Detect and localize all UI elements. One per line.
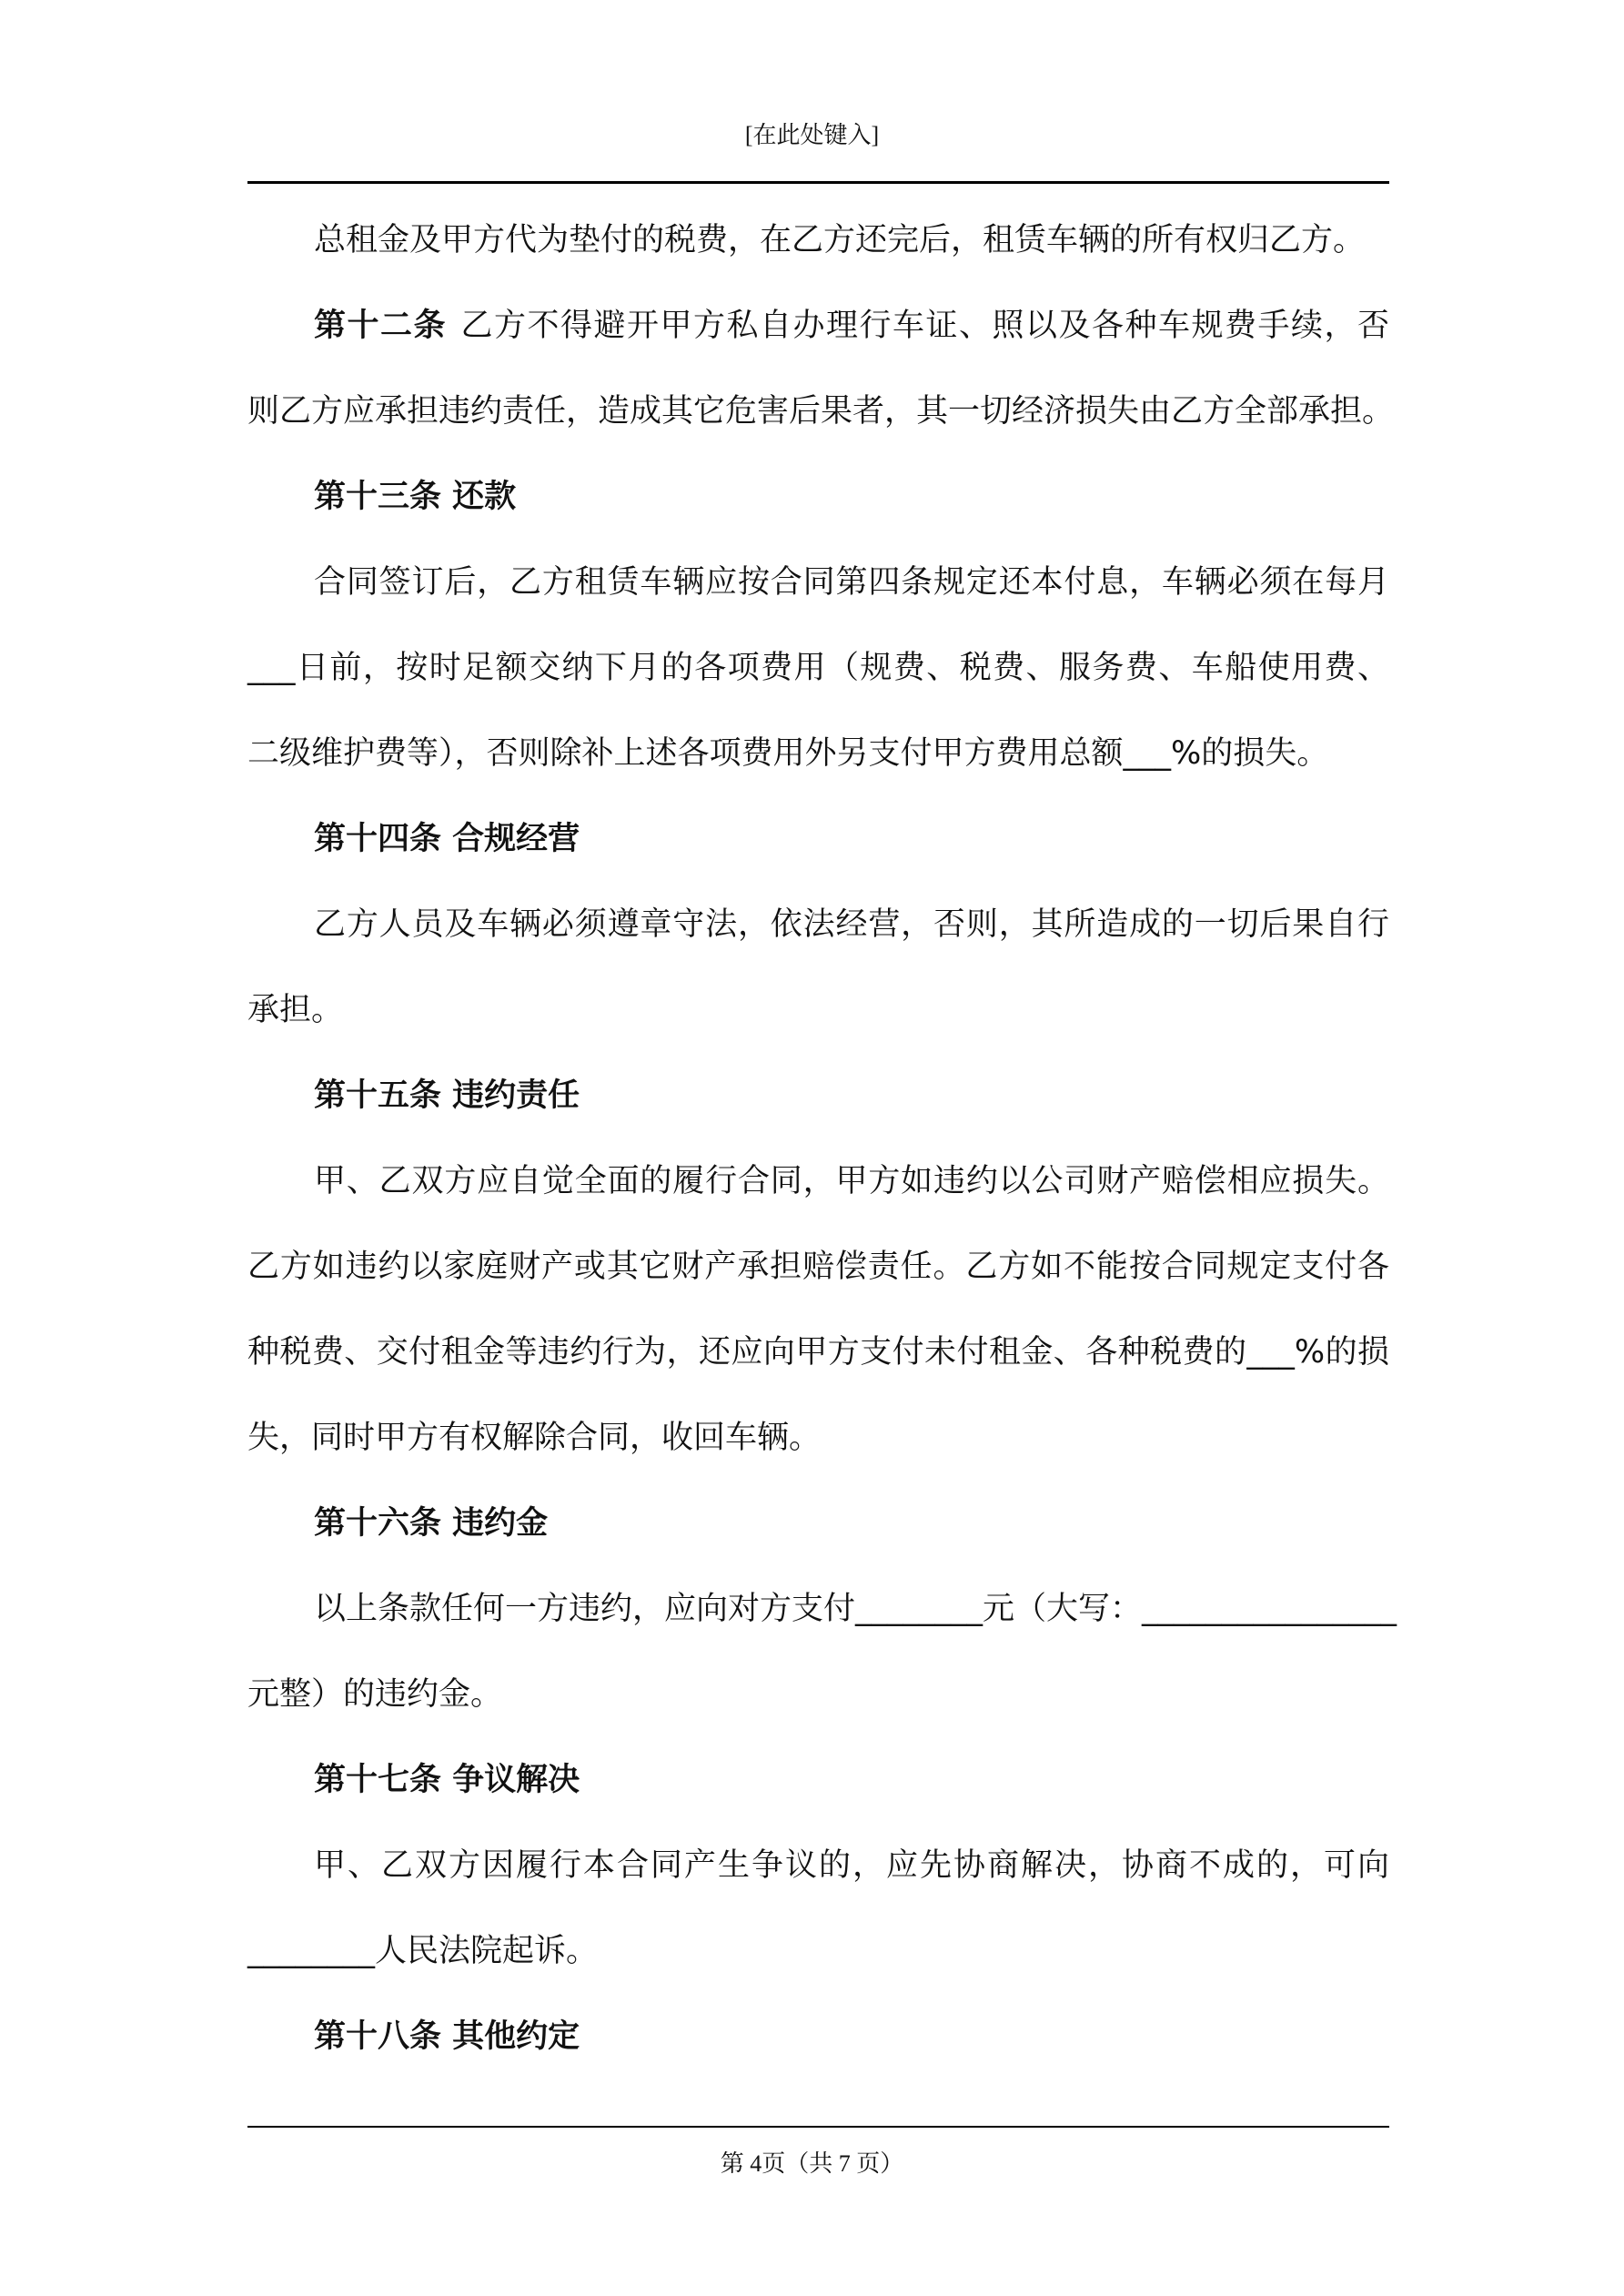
line-text: ___日前，按时足额交纳下月的各项费用（规费、税费、服务费、车船使用费、 xyxy=(247,650,1389,686)
text-line xyxy=(247,1330,1389,1416)
line-text: ________人民法院起诉。 xyxy=(247,1933,599,1969)
text-line xyxy=(247,988,1389,1074)
article-14-heading xyxy=(247,817,1389,903)
text-line xyxy=(247,1844,1389,1929)
text-line xyxy=(247,1929,1389,2015)
document-body xyxy=(247,218,1397,2100)
article-12 xyxy=(247,304,1389,389)
text-line xyxy=(247,1587,1397,1673)
text-line xyxy=(247,1673,1389,1758)
text-line xyxy=(247,389,1395,475)
text-line xyxy=(247,646,1389,732)
text-line xyxy=(247,1245,1389,1330)
text-line xyxy=(247,561,1389,646)
article-heading: 第十七条 争议解决 xyxy=(314,1762,580,1798)
article-heading: 第十六条 违约金 xyxy=(314,1505,549,1542)
line-text: 失，同时甲方有权解除合同，收回车辆。 xyxy=(247,1420,822,1456)
text-line xyxy=(247,218,1389,304)
page-header: [在此处键入] xyxy=(744,122,880,148)
line-text: 承担。 xyxy=(247,992,344,1028)
line-text: 乙方不得避开甲方私自办理行车证、照以及各种车规费手续，否 xyxy=(459,308,1389,344)
line-text: 总租金及甲方代为垫付的税费，在乙方还完后，租赁车辆的所有权归乙方。 xyxy=(314,222,1366,258)
article-18-heading xyxy=(247,2015,1389,2100)
text-line xyxy=(247,732,1389,817)
article-heading: 第十二条 xyxy=(314,308,447,344)
article-heading: 第十五条 违约责任 xyxy=(314,1077,580,1114)
line-text: 甲、乙双方应自觉全面的履行合同，甲方如违约以公司财产赔偿相应损失。 xyxy=(314,1163,1389,1199)
line-text: 则乙方应承担违约责任，造成其它危害后果者，其一切经济损失由乙方全部承担。 xyxy=(247,393,1395,430)
line-text: 乙方人员及车辆必须遵章守法，依法经营，否则，其所造成的一切后果自行 xyxy=(314,906,1389,943)
line-text: 乙方如违约以家庭财产或其它财产承担赔偿责任。乙方如不能按合同规定支付各 xyxy=(247,1249,1389,1285)
article-heading: 第十八条 其他约定 xyxy=(314,2018,580,2055)
article-16-heading xyxy=(247,1502,1389,1587)
header-divider xyxy=(247,181,1389,184)
article-15-heading xyxy=(247,1074,1389,1159)
page-number: 第 4页（共 7 页） xyxy=(720,2150,904,2177)
line-text: 二级维护费等），否则除补上述各项费用外另支付甲方费用总额___%的损失。 xyxy=(247,735,1329,772)
article-13-heading xyxy=(247,475,1389,561)
line-text: 元整）的违约金。 xyxy=(247,1676,503,1713)
line-text: 种税费、交付租金等违约行为，还应向甲方支付未付租金、各种税费的___%的损 xyxy=(247,1334,1389,1371)
article-heading: 第十四条 合规经营 xyxy=(314,821,580,857)
text-line xyxy=(247,903,1389,988)
line-text: 以上条款任何一方违约，应向对方支付________元（大写：________________ xyxy=(314,1591,1397,1627)
line-text: 合同签订后，乙方租赁车辆应按合同第四条规定还本付息，车辆必须在每月 xyxy=(314,564,1389,601)
line-text: 甲、乙双方因履行本合同产生争议的，应先协商解决，协商不成的，可向 xyxy=(314,1847,1389,1884)
text-line xyxy=(247,1159,1389,1245)
article-17-heading xyxy=(247,1758,1389,1844)
article-heading: 第十三条 还款 xyxy=(314,479,517,515)
footer-divider xyxy=(247,2126,1389,2128)
text-line xyxy=(247,1416,1389,1502)
